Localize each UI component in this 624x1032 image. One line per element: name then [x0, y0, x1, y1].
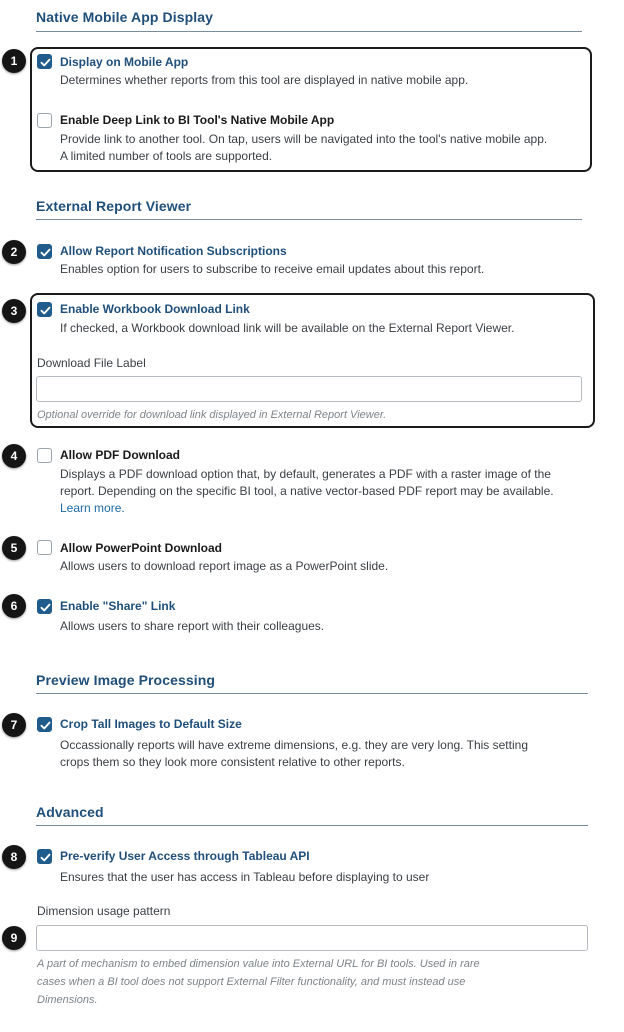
dimension-pattern-input[interactable]: [36, 925, 588, 951]
checkmark-icon: [40, 57, 51, 68]
checkmark-icon: [40, 305, 51, 316]
section-divider: [36, 31, 582, 32]
download-file-label-hint: Optional override for download link displayed in External Report Viewer.: [37, 409, 387, 421]
dimension-pattern-hint-1: A part of mechanism to embed dimension value into External URL for BI tools. Used in rare: [37, 958, 480, 970]
download-file-label-label: Download File Label: [37, 356, 146, 370]
checkbox-workbook-dl[interactable]: [37, 302, 52, 317]
step-badge-6: 6: [2, 594, 26, 618]
option-desc-deep-link-1: Provide link to another tool. On tap, users will be navigated into the tool's native mobile app.: [60, 132, 548, 146]
checkbox-share-link[interactable]: [37, 599, 52, 614]
step-badge-3: 3: [2, 299, 26, 323]
step-badge-5: 5: [2, 536, 26, 560]
option-desc-pdf-dl-1: Displays a PDF download option that, by default, generates a PDF with a raster image of the: [60, 467, 551, 481]
step-badge-4: 4: [2, 444, 26, 468]
step-badge-2: 2: [2, 240, 26, 264]
section-divider: [36, 825, 588, 826]
checkbox-notif-subs[interactable]: [37, 244, 52, 259]
option-label-crop-tall[interactable]: Crop Tall Images to Default Size: [60, 717, 242, 731]
option-desc-crop-tall-1: Occassionally reports will have extreme dimensions, e.g. they are very long. This setting: [60, 738, 528, 752]
section-divider: [36, 693, 588, 694]
option-label-share-link[interactable]: Enable "Share" Link: [60, 599, 176, 613]
checkbox-deep-link[interactable]: [37, 113, 52, 128]
checkmark-icon: [40, 852, 51, 863]
option-label-pdf-dl[interactable]: Allow PDF Download: [60, 448, 180, 462]
checkbox-pdf-dl[interactable]: [37, 448, 52, 463]
checkbox-display-mobile[interactable]: [37, 54, 52, 69]
option-desc-crop-tall-2: crops them so they look more consistent relative to other reports.: [60, 755, 405, 769]
option-label-notif-subs[interactable]: Allow Report Notification Subscriptions: [60, 244, 287, 258]
download-file-label-input[interactable]: [36, 376, 582, 402]
option-desc-notif-subs: Enables option for users to subscribe to receive email updates about this report.: [60, 262, 485, 276]
section-title-advanced: Advanced: [36, 804, 104, 820]
option-label-ppt-dl[interactable]: Allow PowerPoint Download: [60, 541, 222, 555]
checkmark-icon: [40, 247, 51, 258]
step-badge-7: 7: [2, 713, 26, 737]
dimension-pattern-hint-2: cases when a BI tool does not support External Filter functionality, and must instead use: [37, 976, 466, 988]
option-label-display-mobile[interactable]: Display on Mobile App: [60, 55, 189, 69]
option-desc-deep-link-2: A limited number of tools are supported.: [60, 149, 273, 163]
checkbox-crop-tall[interactable]: [37, 717, 52, 732]
section-title-external: External Report Viewer: [36, 198, 192, 214]
option-desc-preverify: Ensures that the user has access in Tableau before displaying to user: [60, 870, 430, 884]
checkmark-icon: [40, 720, 51, 731]
checkbox-preverify[interactable]: [37, 849, 52, 864]
option-desc-workbook-dl: If checked, a Workbook download link will be available on the External Report Viewer.: [60, 321, 515, 335]
checkbox-ppt-dl[interactable]: [37, 540, 52, 555]
step-badge-9: 9: [2, 926, 26, 950]
option-desc-share-link: Allows users to share report with their colleagues.: [60, 619, 325, 633]
option-desc-pdf-dl-2: report. Depending on the specific BI tool, a native vector-based PDF report may be available.: [60, 484, 554, 498]
dimension-pattern-hint-3: Dimensions.: [37, 994, 98, 1006]
option-label-preverify[interactable]: Pre-verify User Access through Tableau API: [60, 849, 310, 863]
step-badge-1: 1: [2, 49, 26, 73]
section-title-mobile: Native Mobile App Display: [36, 9, 214, 25]
option-desc-display-mobile: Determines whether reports from this tool are displayed in native mobile app.: [60, 73, 469, 87]
section-title-preview: Preview Image Processing: [36, 672, 216, 688]
option-desc-ppt-dl: Allows users to download report image as a PowerPoint slide.: [60, 559, 389, 573]
step-badge-8: 8: [2, 845, 26, 869]
learn-more-link[interactable]: Learn more.: [60, 501, 125, 515]
checkmark-icon: [40, 602, 51, 613]
option-label-workbook-dl[interactable]: Enable Workbook Download Link: [60, 302, 250, 316]
option-label-deep-link[interactable]: Enable Deep Link to BI Tool's Native Mobile App: [60, 113, 335, 127]
section-divider: [36, 219, 582, 220]
dimension-pattern-label: Dimension usage pattern: [37, 904, 171, 918]
